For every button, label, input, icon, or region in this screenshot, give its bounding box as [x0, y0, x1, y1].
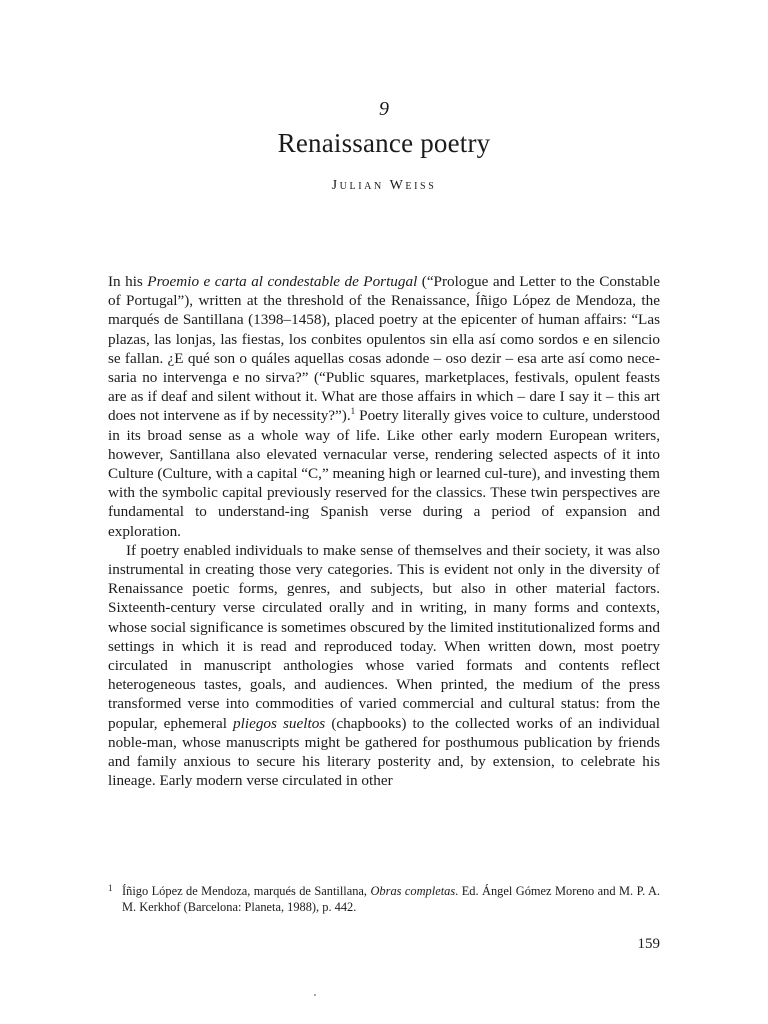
chapter-author: Julian Weiss — [331, 178, 437, 193]
paragraph-1-text-start: In his — [108, 273, 148, 290]
paragraph-1 — [108, 272, 660, 541]
paragraph-1-text-end: Poetry literally gives voice to culture, understood in its broad sense as a whole way of life. Like other early modern European writers, however, Santillana also elevated vernacular verse, rendering selected aspects of it into Culture (Culture, with a capital “C,” meaning high or learned cul-ture), and investing them with the symbolic capital previously reserved for the classics. These twin perspectives are fundamental to understand-ing Spanish verse during a period of expansion and exploration. — [108, 407, 660, 540]
proemio-title: Proemio e carta al condestable de Portugal — [147, 273, 418, 290]
footnote-reference[interactable]: 1 — [350, 406, 356, 417]
scan-speck — [314, 994, 316, 996]
footnote — [108, 880, 660, 915]
page-number: 159 — [637, 936, 660, 952]
paragraph-2-text-end: (chapbooks) to the collected works of an individual noble-man, whose manuscripts might be gathered for posthumous publication by friends and family anxious to secure his literary posterity and, by extension, to celebrate his lineage. Early modern verse circulated in other — [108, 714, 661, 790]
pliegos-sueltos-term: pliegos sueltos — [233, 714, 326, 732]
obras-completas-title: Obras completas — [370, 884, 456, 898]
footnote-text-end: . Ed. Ángel Gómez Moreno and M. P. A. M. Kerkhof (Barcelona: Planeta, 1988), p. 442. — [122, 884, 661, 914]
paragraph-2 — [108, 541, 660, 791]
chapter-number: 9 — [379, 98, 389, 120]
chapter-title: Renaissance poetry — [277, 128, 491, 158]
footnote-mark: 1 — [108, 883, 113, 893]
footnote-text-start: Íñigo López de Mendoza, marqués de Santillana, — [122, 884, 371, 898]
body-text — [108, 272, 660, 790]
paragraph-2-text-start: If poetry enabled individuals to make sense of themselves and their society, it was also instrumental in creating those very categories. This is evident not only in the diversity of Renaissance poetic forms, genres, and subjects, but also in other material factors. Sixteenth-century verse circulated orally and in writing, in many forms and contexts, whose social significance is sometimes obscured by the limited institutionalized forms and settings in which it is read and reproduced today. When written down, most poetry circulated in manuscript anthologies whose varied formats and contents reflect heterogeneous tastes, goals, and audiences. When printed, the medium of the press transformed verse into commodities of varied commercial and cultural status: from the popular, ephemeral — [108, 541, 660, 732]
paragraph-1-text-middle: (“Prologue and Letter to the Constable of Portugal”), written at the threshold of the Renaissance, Íñigo López de Mendoza, the marqués de Santillana (1398–1458), placed poetry at the epicenter of human affairs: “Las plazas, las lonjas, las fiestas, los conbites opulentos sin ella así como sordos e en silencio se fallan. ¿E qué son o quáles aquellas cosas adonde – oso dezir – esa arte así como nece-saria no intervenga e no sirva?” (“Public squares, marketplaces, festivals, opulent feasts are as if deaf and silent without it. What are those affairs in which – dare I say it – this art does not intervene as if by necessity?”). — [108, 273, 660, 425]
